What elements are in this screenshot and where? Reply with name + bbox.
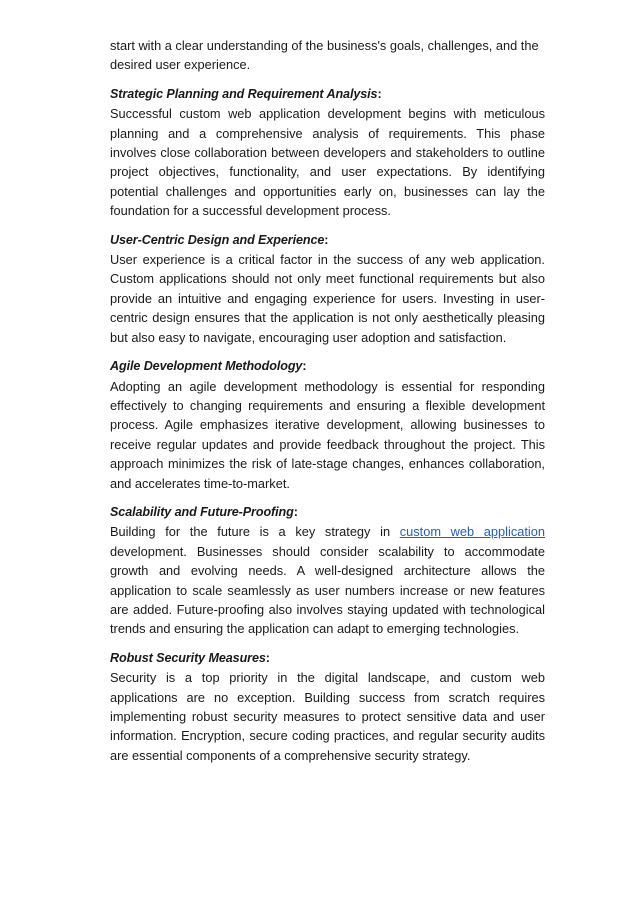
section-security [110,649,545,765]
section-user-centric-design [110,231,545,347]
body-text-before-link: Building for the future is a key strategy in [110,524,400,540]
section-body: Security is a top priority in the digital landscape, and custom web applications are no exception. Building success from scratch requires implementing robust security measures to protect sensitive data and user information. Encryption, secure coding practices, and regular security audits are essential components of a comprehensive security strategy. [110,670,545,763]
section-heading-text: Agile Development Methodology [110,359,303,374]
heading-colon: : [265,650,270,665]
section-heading-text: User-Centric Design and Experience [110,232,325,247]
section-body: Successful custom web application development begins with meticulous planning and a comprehensive analysis of requirements. This phase involves close collaboration between developers and stakeholders to outline project objectives, functionality, and user expectations. By identifying potential challenges and opportunities early on, businesses can lay the foundation for a successful development process. [110,106,545,219]
section-body: User experience is a critical factor in the success of any web application. Custom applications should not only meet functional requirements but also provide an intuitive and engaging experience for users. Investing in user-centric design ensures that the application is not only aesthetically pleasing but also easy to navigate, encouraging user adoption and satisfaction. [110,252,545,345]
heading-colon: : [377,86,382,101]
section-agile-methodology [110,357,545,493]
section-heading [110,357,545,376]
custom-web-application-link[interactable]: custom web application [399,524,545,540]
section-body [110,522,545,638]
section-heading [110,231,545,250]
heading-colon: : [324,232,329,247]
body-text-after-link: development. Businesses should consider scalability to accommodate growth and evolving needs. A well-designed architecture allows the application to scale seamlessly as user numbers increase or new features are added. Future-proofing also involves staying updated with technological trends and ensuring the application can adapt to emerging technologies. [110,543,545,637]
heading-colon: : [293,504,298,519]
section-heading-text: Strategic Planning and Requirement Analysis [110,86,378,101]
intro-paragraph: start with a clear understanding of the business's goals, challenges, and the desired user experience. [110,38,539,73]
document-page [110,36,545,765]
section-body: Adopting an agile development methodology is essential for responding effectively to changing requirements and ensuring a flexible development process. Agile emphasizes iterative development, allowing businesses to receive regular updates and provide feedback throughout the project. This approach minimizes the risk of late-stage changes, enhances collaboration, and accelerates time-to-market. [110,378,545,491]
section-scalability [110,503,545,639]
section-heading [110,649,545,668]
section-heading-text: Robust Security Measures [110,650,266,665]
heading-colon: : [302,359,307,374]
section-heading [110,503,545,522]
section-strategic-planning [110,85,545,221]
section-heading [110,85,545,104]
section-heading-text: Scalability and Future-Proofing [110,504,294,519]
